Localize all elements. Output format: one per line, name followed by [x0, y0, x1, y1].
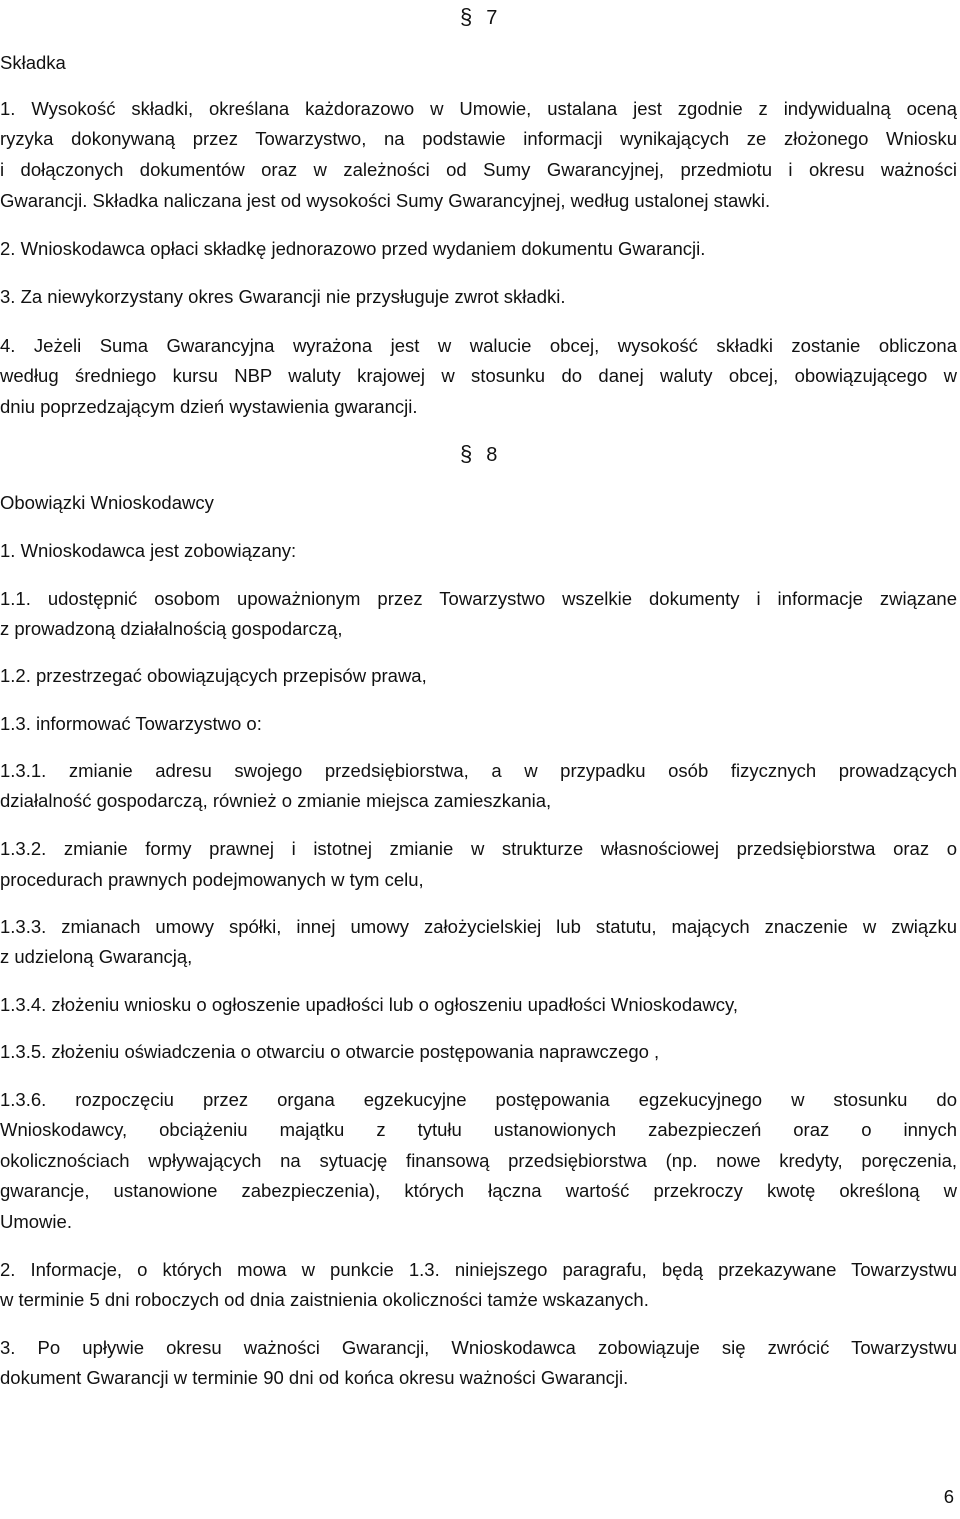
obligation-1-1-line-2: z prowadzoną działalnością gospodarczą,: [0, 618, 343, 639]
obligation-1-3-1-line-2: działalność gospodarczą, również o zmianie miejsca zamieszkania,: [0, 790, 552, 811]
obligation-1-3-6-line-3: okolicznościach wpływających na sytuację finansową przedsiębiorstwa (np. nowe kredyty, poręczenia,: [0, 1150, 957, 1171]
obligation-1: 1. Wnioskodawca jest zobowiązany:: [0, 540, 297, 561]
section-sign: §: [460, 441, 473, 466]
section-7-header: [460, 2, 497, 33]
paragraph-3: 3. Za niewykorzystany okres Gwarancji nie przysługuje zwrot składki.: [0, 286, 566, 307]
obligation-1-1-line-1: 1.1. udostępnić osobom upoważnionym przez Towarzystwo wszelkie dokumenty i informacje związane: [0, 588, 957, 609]
page-number: 6: [943, 1486, 954, 1507]
obligation-1-3-4: 1.3.4. złożeniu wniosku o ogłoszenie upadłości lub o ogłoszeniu upadłości Wnioskodawcy,: [0, 994, 739, 1015]
section-number: 7: [486, 7, 498, 29]
obligation-1-3-6-line-2: Wnioskodawcy, obciążeniu majątku z tytułu ustanowionych zabezpieczeń oraz o innych: [0, 1119, 957, 1140]
obligation-1-3-3-line-2: z udzieloną Gwarancją,: [0, 946, 193, 967]
paragraph-2: 2. Wnioskodawca opłaci składkę jednorazowo przed wydaniem dokumentu Gwarancji.: [0, 238, 706, 259]
p1-line-3: i dołączonych dokumentów oraz w zależności od Sumy Gwarancyjnej, przedmiotu i okresu ważności: [0, 159, 957, 180]
obligation-1-3-6-line-5: Umowie.: [0, 1211, 72, 1232]
heading-skladka: Składka: [0, 52, 66, 73]
section-sign: §: [460, 4, 473, 29]
section-number: 8: [486, 444, 498, 466]
p1-line-2: ryzyka dokonywaną przez Towarzystwo, na podstawie informacji wynikających ze złożonego Wniosku: [0, 128, 957, 149]
obligation-1-3-2-line-1: 1.3.2. zmianie formy prawnej i istotnej zmianie w strukturze własnościowej przedsiębiorstwa oraz o: [0, 838, 957, 859]
obligation-1-3-1-line-1: 1.3.1. zmianie adresu swojego przedsiębiorstwa, a w przypadku osób fizycznych prowadzących: [0, 760, 957, 781]
heading-obowiazki: Obowiązki Wnioskodawcy: [0, 492, 214, 513]
obligation-2-line-1: 2. Informacje, o których mowa w punkcie 1.3. niniejszego paragrafu, będą przekazywane Towarzystwu: [0, 1259, 957, 1280]
obligation-1-3-6-line-1: 1.3.6. rozpoczęciu przez organa egzekucyjne postępowania egzekucyjnego w stosunku do: [0, 1089, 957, 1110]
obligation-1-3-3-line-1: 1.3.3. zmianach umowy spółki, innej umowy założycielskiej lub statutu, mających znaczenie w związku: [0, 916, 957, 937]
section-8-header: [460, 439, 497, 470]
obligation-1-3-5: 1.3.5. złożeniu oświadczenia o otwarciu o otwarcie postępowania naprawczego ,: [0, 1041, 660, 1062]
p1-line-1: 1. Wysokość składki, określana każdorazowo w Umowie, ustalana jest zgodnie z indywidualną oceną: [0, 98, 957, 119]
obligation-3-line-1: 3. Po upływie okresu ważności Gwarancji, Wnioskodawca zobowiązuje się zwrócić Towarzystwu: [0, 1337, 957, 1358]
p1-line-4: Gwarancji. Składka naliczana jest od wysokości Sumy Gwarancyjnej, według ustalonej stawki.: [0, 190, 771, 211]
obligation-1-3: 1.3. informować Towarzystwo o:: [0, 713, 262, 734]
p4-line-2: według średniego kursu NBP waluty krajowej w stosunku do danej waluty obcej, obowiązującego w: [0, 365, 957, 386]
obligation-1-3-6-line-4: gwarancje, ustanowione zabezpieczenia), których łączna wartość przekroczy kwotę określoną w: [0, 1180, 957, 1201]
obligation-2-line-2: w terminie 5 dni roboczych od dnia zaistnienia okoliczności tamże wskazanych.: [0, 1289, 649, 1310]
obligation-1-2: 1.2. przestrzegać obowiązujących przepisów prawa,: [0, 665, 427, 686]
obligation-1-3-2-line-2: procedurach prawnych podejmowanych w tym celu,: [0, 869, 424, 890]
p4-line-3: dniu poprzedzającym dzień wystawienia gwarancji.: [0, 396, 418, 417]
p4-line-1: 4. Jeżeli Suma Gwarancyjna wyrażona jest w walucie obcej, wysokość składki zostanie obliczona: [0, 335, 957, 356]
obligation-3-line-2: dokument Gwarancji w terminie 90 dni od końca okresu ważności Gwarancji.: [0, 1367, 629, 1388]
